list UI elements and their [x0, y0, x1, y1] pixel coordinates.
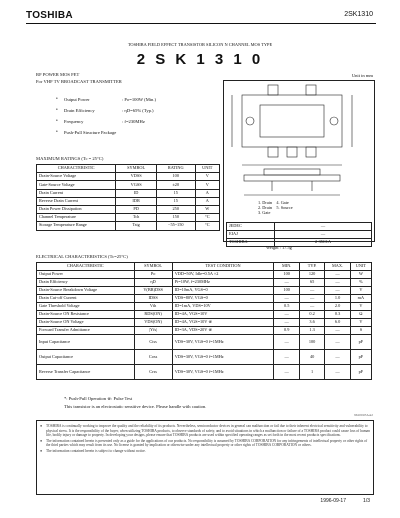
bullet-icon: • [56, 130, 58, 135]
feature-item: • Push-Pull Structure Package [56, 130, 117, 135]
table-row: Reverse Drain Current IDR 15 A [37, 197, 220, 205]
footer-date: 1996-09-17 [320, 498, 346, 504]
package-drawing [224, 81, 376, 243]
lead-bottom-2 [287, 147, 297, 157]
bullet-icon: • [56, 119, 58, 124]
package-weight: Weight : 17.5g [266, 245, 292, 250]
document-code: 961001EAA2 [354, 413, 373, 417]
bullet-icon: • [56, 108, 58, 113]
pin-legend: 1. Drain 4. Gate 2. Drain 5. Source 3. Gate [258, 200, 293, 216]
table-row: Drain Current ID 15 A [37, 189, 220, 197]
operation-note: *: Push-Pull Operation ※: Pulse Test [64, 396, 133, 401]
disclaimer-paragraph: ● The information contained herein is presented only as a guide for the applications of our products. No responsibility is assumed by TOSHIBA CORPORATION for any infringements of intellectual property or other rights of the third parties which may result from its use. No license is granted by implication or otherwise under any intellectual property or other rights of TOSHIBA CORPORATION or others. [40, 439, 370, 448]
esd-warning: This transistor is an electrostatic sensitive device. Please handle with caution. [64, 404, 207, 409]
max-ratings-table [36, 164, 220, 231]
lead-top-1 [268, 85, 278, 95]
device-title: 2 S K 1 3 1 0 [136, 51, 264, 68]
table-row: Reverse Transfer Capacitance Crss VDS=30V, VGS=0 f=1MHz ― 1 ― pF [37, 365, 372, 380]
table-row: TOSHIBA 2-35C1A [227, 239, 372, 247]
table-row: Forward Transfer Admittance |Yfs| ID=3A, VDS=20V ※ 0.9 1.3 ― S [37, 327, 372, 335]
header-rule [26, 23, 376, 24]
package-side-cap [264, 169, 320, 175]
table-row: Gate-Source Voltage VGSS ±20 V [37, 181, 220, 189]
elec-char-title: ELECTRICAL CHARACTERISTICS (Tc=25°C) [36, 254, 128, 259]
table-row: Drain Efficiency ηD Pi=10W, f=230MHz ― 65 ― % [37, 279, 372, 287]
table-row: Drain-Source ON Resistance RDS(ON) ID=4A, VGS=10V ― 0.2 0.3 Ω [37, 311, 372, 319]
table-row: Drain-Source Voltage VDSS 100 V [37, 173, 220, 181]
package-cap-outline [260, 105, 324, 137]
feature-item: • Frequency : f=230MHz [56, 119, 145, 124]
table-row: JEDEC ― [227, 223, 372, 231]
table-row: Gate Threshold Voltage Vth ID=1mA, VDS=10V 0.5 ― 2.0 V [37, 303, 372, 311]
header-part-number: 2SK1310 [344, 11, 373, 18]
table-row: Output Power Po VDD=50V, Idle=0.5A ×2 100 120 ― W [37, 271, 372, 279]
table-row: Storage Temperature Range Tstg −55~150 °C [37, 222, 220, 230]
disclaimer-box [36, 420, 374, 495]
brand-logo: TOSHIBA [26, 10, 73, 21]
package-side-flange [244, 175, 340, 181]
table-row: Drain-Source Breakdown Voltage V(BR)DSS ID=10mA, VGS=0 100 ― ― V [37, 287, 372, 295]
table-row: Drain Cut-off Current IDSS VDS=80V, VGS=0 ― ― 1.0 mA [37, 295, 372, 303]
table-row: Drain Power Dissipation PD 250 W [37, 205, 220, 213]
table-row: Channel Temperature Tch 150 °C [37, 214, 220, 222]
table-header-row: CHARACTERISTIC SYMBOL RATING UNIT [37, 165, 220, 173]
unit-note: Unit in mm [351, 73, 373, 78]
device-subtitle: TOSHIBA FIELD EFFECT TRANSISTOR SILICON N CHANNEL MOS TYPE [127, 42, 273, 47]
lead-bottom-1 [268, 147, 278, 157]
lead-top-2 [306, 85, 316, 95]
application-line-2: For VHF TV BROADCAST TRANSMITTER [36, 79, 122, 84]
feature-item: • Drain Efficiency : ηD=65% (Typ.) [56, 108, 154, 113]
page-number: 1/3 [363, 498, 370, 504]
disclaimer-paragraph: ● TOSHIBA is continually working to improve the quality and the reliability of its products. Nevertheless, semiconductor devices in general can malfunction or fail due to their inherent electrical sensitivity and vulnerability to physical stress. It is the responsibility of the buyer, when utilizing TOSHIBA products, to observe standards of safety, and to avoid situations in which a malfunction or failure of a TOSHIBA product could cause loss of human life, bodily injury or damage to property. In developing your designs, please ensure that TOSHIBA products are used within specified operating ranges as set forth in the most recent products specifications. [40, 424, 370, 438]
mounting-hole-right [330, 117, 338, 125]
mounting-hole-left [246, 117, 254, 125]
lead-bottom-3 [306, 147, 316, 157]
max-ratings-title: MAXIMUM RATINGS (Tc = 25°C) [36, 156, 104, 161]
package-body-top-view [242, 95, 342, 147]
application-line-1: RF POWER MOS FET [36, 72, 80, 77]
disclaimer-paragraph: ● The information contained herein is subject to change without notice. [40, 449, 370, 454]
package-code-table [226, 222, 372, 247]
bullet-icon: • [56, 97, 58, 102]
table-row: Output Capacitance Coss VDS=30V, VGS=0 f=1MHz ― 40 ― pF [37, 350, 372, 365]
table-row: Input Capacitance Ciss VDS=30V, VGS=0 f=1MHz ― 100 ― pF [37, 335, 372, 350]
table-header-row: CHARACTERISTIC SYMBOL TEST CONDITION MIN. TYP. MAX. UNIT [37, 263, 372, 271]
feature-item: • Output Power : Po=100W (Min.) [56, 97, 157, 102]
elec-char-table [36, 262, 372, 380]
table-row: Drain-Source ON Voltage VDS(ON) ID=4A, VGS=10V ※ ― 3.6 6.0 V [37, 319, 372, 327]
table-row: EIAJ ― [227, 231, 372, 239]
package-outline-box [223, 80, 375, 242]
